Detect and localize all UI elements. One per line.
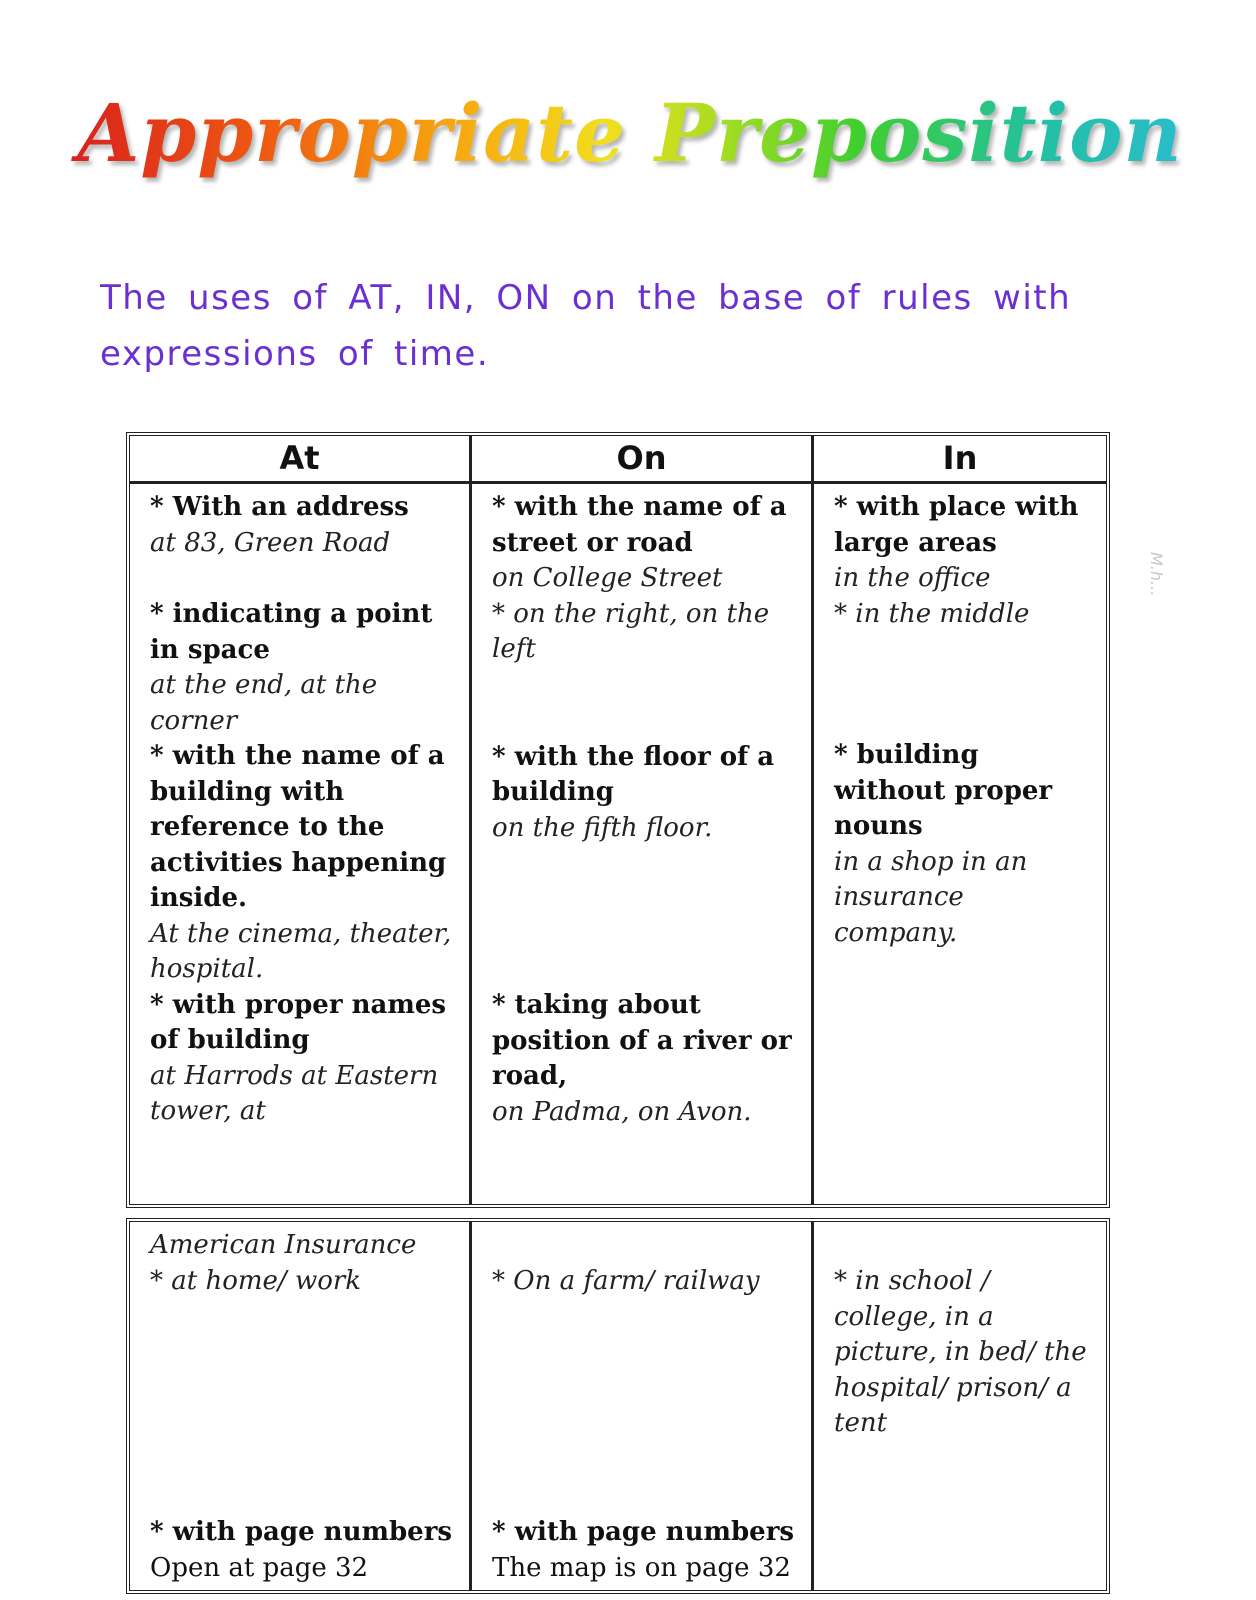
header-at: At (130, 436, 472, 484)
at-example-6: Open at page 32 (150, 1552, 369, 1583)
header-on: On (472, 436, 814, 484)
header-in: In (814, 436, 1106, 484)
page-title: Appropriate Preposition (60, 68, 1200, 198)
at-example-5: * at home/ work (150, 1265, 362, 1296)
at-example-3: At the cinema, theater, hospital. (150, 918, 452, 984)
column-on (472, 484, 814, 1204)
in-rule-3: * building without proper nouns (834, 740, 1053, 841)
at-rule-1: * With an address (150, 492, 409, 522)
at-example-1: at 83, Green Road (150, 527, 391, 558)
at-example-4-continued: American Insurance (150, 1230, 417, 1260)
at-example-4: at Harrods at Eastern tower, at (150, 1060, 439, 1126)
in-example-1: in the office (834, 563, 991, 593)
on-example-4: on Padma, on Avon. (492, 1096, 752, 1127)
prepositions-table (126, 432, 1110, 1208)
on-example-3: on the fifth floor. (492, 812, 713, 843)
in-example-5: * in school / college, in a picture, in bed/ the hospital/ prison/ a tent (834, 1266, 1087, 1438)
at-rule-3: * with the name of a building with reference to the activities happening inside. (150, 741, 447, 913)
prepositions-table-continued (126, 1218, 1110, 1594)
in-example-2: * in the middle (834, 598, 1030, 629)
margin-mark: M.h... (1147, 552, 1166, 597)
column-at-continued (130, 1222, 472, 1590)
in-example-3: in a shop in an insurance company. (834, 846, 1028, 948)
at-rule-4: * with proper names of building (150, 989, 447, 1055)
on-example-5: * On a farm/ railway (492, 1266, 760, 1296)
on-rule-4: * taking about position of a river or road, (492, 990, 792, 1091)
on-rule-1: * with the name of a street or road (492, 492, 787, 558)
on-rule-3: * with the floor of a building (492, 741, 775, 807)
subtitle: The uses of AT, IN, ON on the base of rules with expressions of time. (100, 278, 1072, 374)
column-at (130, 484, 472, 1204)
on-example-2: * on the right, on the left (492, 598, 770, 664)
at-example-2: at the end, at the corner (150, 670, 378, 736)
column-in (814, 484, 1106, 1204)
at-rule-6: * with page numbers (150, 1517, 453, 1547)
on-rule-6: * with page numbers (492, 1517, 795, 1547)
on-example-6: The map is on page 32 (492, 1552, 791, 1583)
at-rule-2: * indicating a point in space (150, 599, 433, 665)
in-rule-1: * with place with large areas (834, 492, 1079, 558)
column-in-continued (814, 1222, 1106, 1590)
column-on-continued (472, 1222, 814, 1590)
on-example-1: on College Street (492, 563, 723, 593)
